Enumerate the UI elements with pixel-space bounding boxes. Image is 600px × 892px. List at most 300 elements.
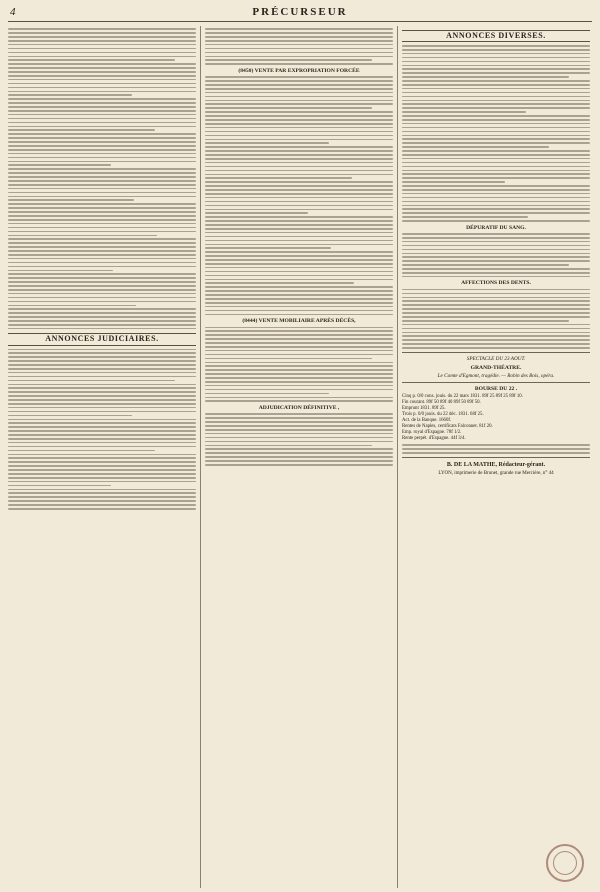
text-line <box>8 320 196 322</box>
text-line <box>205 385 393 387</box>
text-line <box>402 293 590 295</box>
text-line <box>205 425 393 427</box>
text-line <box>402 347 590 349</box>
text-block <box>205 76 393 315</box>
text-line <box>205 310 393 312</box>
text-line <box>8 242 196 244</box>
text-line <box>205 251 393 253</box>
text-line <box>205 456 393 458</box>
printer-imprint: LYON, imprimerie de Brunet, grande rue Mercière, n° 44 <box>438 470 554 476</box>
text-line <box>8 434 196 436</box>
text-line <box>205 123 393 125</box>
text-line <box>402 448 590 450</box>
text-line <box>8 281 196 283</box>
text-line <box>402 316 590 318</box>
text-line <box>8 40 196 42</box>
text-line <box>402 452 590 454</box>
text-line <box>402 150 590 152</box>
text-line <box>205 334 393 336</box>
divider <box>402 382 590 383</box>
text-line <box>205 40 393 42</box>
text-line <box>402 135 590 137</box>
text-line <box>402 76 569 78</box>
text-line <box>402 53 590 55</box>
text-line <box>8 312 196 314</box>
text-line <box>8 133 196 135</box>
text-line <box>205 88 393 90</box>
text-line <box>205 189 393 191</box>
text-line <box>8 250 196 252</box>
text-line <box>402 289 590 291</box>
section-heading: ANNONCES JUDICIAIRES. <box>8 333 196 345</box>
text-line <box>205 48 393 50</box>
section-heading: DÉPURATIF DU SANG. <box>466 224 526 231</box>
text-line <box>8 32 196 34</box>
text-line <box>205 76 393 78</box>
text-line <box>8 196 196 198</box>
bourse-row: Emp. royal d'Espagne. 78f 1/2. <box>402 429 462 435</box>
text-line <box>402 189 590 191</box>
text-block <box>205 327 393 403</box>
text-line <box>205 255 393 257</box>
text-line <box>205 327 393 329</box>
text-line <box>8 372 196 374</box>
text-line <box>8 384 196 386</box>
text-line <box>8 238 196 240</box>
text-line <box>8 391 196 393</box>
text-line <box>8 122 196 124</box>
text-line <box>8 492 196 494</box>
text-line <box>205 158 393 160</box>
text-line <box>8 168 196 170</box>
text-line <box>8 110 196 112</box>
text-line <box>8 508 196 510</box>
text-line <box>8 328 196 330</box>
text-line <box>8 411 196 413</box>
text-line <box>402 220 590 222</box>
text-line <box>402 181 505 183</box>
text-line <box>8 254 196 256</box>
text-line <box>8 489 196 491</box>
text-line <box>205 216 393 218</box>
text-line <box>402 320 569 322</box>
text-line <box>8 364 196 366</box>
text-line <box>8 157 196 159</box>
text-line <box>205 224 393 226</box>
text-line <box>205 448 393 450</box>
text-line <box>402 61 590 63</box>
text-line <box>8 126 196 128</box>
text-line <box>8 164 111 166</box>
text-line <box>205 84 393 86</box>
text-line <box>8 305 136 307</box>
text-line <box>402 253 590 255</box>
text-line <box>8 387 196 389</box>
text-line <box>205 228 393 230</box>
text-line <box>8 454 196 456</box>
text-line <box>8 403 196 405</box>
text-line <box>205 358 372 360</box>
text-line <box>402 304 590 306</box>
newspaper-title: PRÉCURSEUR <box>252 6 348 18</box>
text-line <box>8 273 196 275</box>
text-line <box>205 59 372 61</box>
text-line <box>205 142 329 144</box>
text-line <box>8 83 196 85</box>
section-heading: ADJUDICATION DÉFINITIVE , <box>258 405 340 412</box>
text-line <box>8 504 196 506</box>
text-line <box>205 131 393 133</box>
text-line <box>8 219 196 221</box>
text-line <box>205 244 393 246</box>
text-line <box>402 119 590 121</box>
text-line <box>402 115 590 117</box>
text-line <box>402 339 590 341</box>
text-block <box>402 45 590 222</box>
text-line <box>8 207 196 209</box>
text-line <box>205 354 393 356</box>
bourse-row: Cinq p. 0/0 cons. jouis. du 22 mars 1831. 89f 25 89f 25 89f 10. <box>402 393 523 399</box>
text-line <box>205 373 393 375</box>
text-line <box>8 395 196 397</box>
bourse-row: Trois p. 0/0 jouis. du 22 déc. 1831. 68f 25. <box>402 411 484 417</box>
text-line <box>205 63 393 65</box>
text-line <box>402 256 590 258</box>
text-line <box>8 172 196 174</box>
text-line <box>8 297 196 299</box>
column-1 <box>8 26 196 888</box>
text-line <box>402 212 590 214</box>
text-line <box>205 279 393 281</box>
theatre-heading: GRAND-THÉATRE. <box>470 364 522 371</box>
text-line <box>402 138 590 140</box>
text-line <box>402 312 590 314</box>
page-number: 4 <box>10 6 16 18</box>
text-line <box>205 350 393 352</box>
text-line <box>205 282 354 284</box>
text-line <box>402 57 590 59</box>
text-line <box>402 201 590 203</box>
text-line <box>8 324 196 326</box>
text-line <box>402 154 590 156</box>
divider <box>402 457 590 458</box>
masthead <box>8 4 592 22</box>
text-line <box>8 44 196 46</box>
text-line <box>8 106 196 108</box>
text-line <box>8 203 196 205</box>
text-line <box>8 356 196 358</box>
text-line <box>402 343 590 345</box>
column-2 <box>205 26 393 888</box>
text-line <box>8 316 196 318</box>
text-line <box>8 59 175 61</box>
text-line <box>205 80 393 82</box>
text-block <box>8 28 196 329</box>
text-line <box>402 158 590 160</box>
text-line <box>8 277 196 279</box>
text-line <box>8 118 196 120</box>
text-line <box>8 231 196 233</box>
bourse-row: Emprunt 1831. 89f 25. <box>402 405 446 411</box>
text-line <box>8 227 196 229</box>
text-line <box>205 389 393 391</box>
text-line <box>205 464 393 466</box>
text-line <box>8 349 196 351</box>
text-line <box>402 111 526 113</box>
text-line <box>402 65 590 67</box>
text-line <box>402 142 590 144</box>
text-line <box>205 429 393 431</box>
text-line <box>402 249 590 251</box>
text-line <box>205 294 393 296</box>
text-line <box>8 407 196 409</box>
text-line <box>205 181 393 183</box>
text-line <box>402 237 590 239</box>
text-line <box>8 415 132 417</box>
text-line <box>8 270 113 272</box>
text-block <box>402 233 590 277</box>
text-line <box>8 262 196 264</box>
text-line <box>205 377 393 379</box>
text-line <box>205 174 393 176</box>
text-line <box>402 260 590 262</box>
text-line <box>8 289 196 291</box>
text-line <box>205 445 372 447</box>
section-heading: (8450) VENTE PAR EXPROPRIATION FORCÉE <box>238 67 360 74</box>
section-heading: (8444) VENTE MOBILIAIRE APRÈS DÉCÈS, <box>242 318 356 325</box>
text-line <box>205 346 393 348</box>
text-line <box>8 67 196 69</box>
text-line <box>402 49 590 51</box>
text-line <box>402 162 590 164</box>
text-line <box>205 441 393 443</box>
text-line <box>402 272 590 274</box>
text-line <box>8 469 196 471</box>
text-line <box>8 360 196 362</box>
column-rule <box>200 26 201 888</box>
text-line <box>205 400 393 402</box>
text-line <box>205 92 393 94</box>
text-line <box>8 465 196 467</box>
text-line <box>8 442 196 444</box>
text-line <box>8 301 196 303</box>
text-line <box>8 485 111 487</box>
text-line <box>8 98 196 100</box>
text-line <box>205 100 393 102</box>
text-line <box>8 380 175 382</box>
text-line <box>205 298 393 300</box>
text-line <box>8 184 196 186</box>
text-line <box>205 32 393 34</box>
text-line <box>402 297 590 299</box>
text-line <box>8 79 196 81</box>
text-line <box>205 338 393 340</box>
text-line <box>205 170 393 172</box>
text-line <box>8 176 196 178</box>
text-line <box>205 271 393 273</box>
text-line <box>402 197 590 199</box>
text-line <box>205 330 393 332</box>
text-line <box>205 286 393 288</box>
text-line <box>402 166 590 168</box>
text-line <box>8 285 196 287</box>
text-line <box>205 201 393 203</box>
text-line <box>8 52 196 54</box>
text-block <box>205 413 393 465</box>
text-line <box>205 302 393 304</box>
text-line <box>402 173 590 175</box>
text-line <box>8 430 196 432</box>
spectacle-heading: SPECTACLE DU 23 AOUT. <box>466 355 526 362</box>
text-line <box>402 332 590 334</box>
text-line <box>8 56 196 58</box>
text-line <box>402 88 590 90</box>
text-line <box>205 417 393 419</box>
text-line <box>205 193 393 195</box>
text-line <box>8 481 196 483</box>
text-line <box>402 80 590 82</box>
text-line <box>8 137 196 139</box>
text-line <box>8 188 196 190</box>
text-line <box>205 139 393 141</box>
text-line <box>205 209 393 211</box>
text-line <box>402 72 590 74</box>
text-block <box>402 444 590 453</box>
text-line <box>205 306 393 308</box>
text-line <box>8 129 155 131</box>
text-line <box>8 215 196 217</box>
text-line <box>205 413 393 415</box>
text-block <box>8 349 196 510</box>
text-line <box>8 199 134 201</box>
section-heading: AFFECTIONS DES DENTS. <box>461 280 531 287</box>
text-line <box>402 92 590 94</box>
text-line <box>205 154 393 156</box>
text-line <box>402 127 590 129</box>
text-line <box>8 461 196 463</box>
text-line <box>8 114 196 116</box>
text-line <box>8 496 196 498</box>
text-line <box>402 268 590 270</box>
text-line <box>8 438 196 440</box>
text-line <box>205 56 393 58</box>
text-line <box>205 275 393 277</box>
text-line <box>8 457 196 459</box>
text-line <box>8 246 196 248</box>
text-line <box>205 452 393 454</box>
text-line <box>402 100 590 102</box>
text-line <box>8 94 132 96</box>
text-line <box>402 208 590 210</box>
text-line <box>205 220 393 222</box>
text-line <box>205 185 393 187</box>
text-line <box>205 365 393 367</box>
text-line <box>402 264 569 266</box>
text-line <box>8 376 196 378</box>
text-line <box>8 266 196 268</box>
text-line <box>8 36 196 38</box>
bourse-row: Rente perpét. d'Espagne. 44f 3/4. <box>402 435 466 441</box>
divider <box>402 352 590 353</box>
text-line <box>8 473 196 475</box>
text-line <box>402 276 590 278</box>
text-line <box>402 245 590 247</box>
text-line <box>402 205 590 207</box>
text-block <box>402 289 590 349</box>
text-line <box>205 232 393 234</box>
bourse-row: Act. de la Banque. 1660f. <box>402 417 452 423</box>
text-line <box>402 96 590 98</box>
text-line <box>402 146 549 148</box>
text-line <box>8 87 196 89</box>
text-line <box>8 161 196 163</box>
text-line <box>205 111 393 113</box>
text-line <box>205 342 393 344</box>
text-line <box>402 324 590 326</box>
play-listing: Le Comte d'Egmont, tragédie. — Robin des Bois, opéra. <box>437 372 555 379</box>
text-line <box>8 192 196 194</box>
text-line <box>402 233 590 235</box>
text-line <box>205 460 393 462</box>
text-line <box>205 314 393 316</box>
text-line <box>205 397 393 399</box>
text-line <box>402 193 590 195</box>
text-line <box>8 75 196 77</box>
text-line <box>8 446 196 448</box>
text-line <box>402 335 590 337</box>
text-line <box>205 103 393 105</box>
text-line <box>205 127 393 129</box>
column-rule <box>397 26 398 888</box>
text-line <box>8 368 196 370</box>
text-line <box>205 247 331 249</box>
text-line <box>402 123 590 125</box>
text-line <box>8 102 196 104</box>
text-line <box>402 300 590 302</box>
text-line <box>205 290 393 292</box>
text-line <box>402 68 590 70</box>
text-line <box>8 48 196 50</box>
text-line <box>8 180 196 182</box>
text-line <box>205 393 329 395</box>
text-line <box>205 96 393 98</box>
text-line <box>8 28 196 30</box>
text-line <box>402 177 590 179</box>
text-line <box>402 216 528 218</box>
text-line <box>8 258 196 260</box>
text-line <box>205 267 393 269</box>
text-line <box>8 308 196 310</box>
bourse-list <box>402 394 590 442</box>
text-line <box>402 308 590 310</box>
text-line <box>205 421 393 423</box>
text-line <box>8 293 196 295</box>
text-line <box>8 450 155 452</box>
library-stamp <box>546 844 584 882</box>
text-line <box>205 369 393 371</box>
text-line <box>205 197 393 199</box>
text-line <box>8 91 196 93</box>
text-line <box>205 263 393 265</box>
text-line <box>8 223 196 225</box>
newspaper-page <box>8 4 592 888</box>
text-line <box>8 211 196 213</box>
text-line <box>205 433 393 435</box>
text-line <box>205 52 393 54</box>
text-line <box>205 28 393 30</box>
text-block <box>205 28 393 65</box>
text-line <box>402 103 590 105</box>
